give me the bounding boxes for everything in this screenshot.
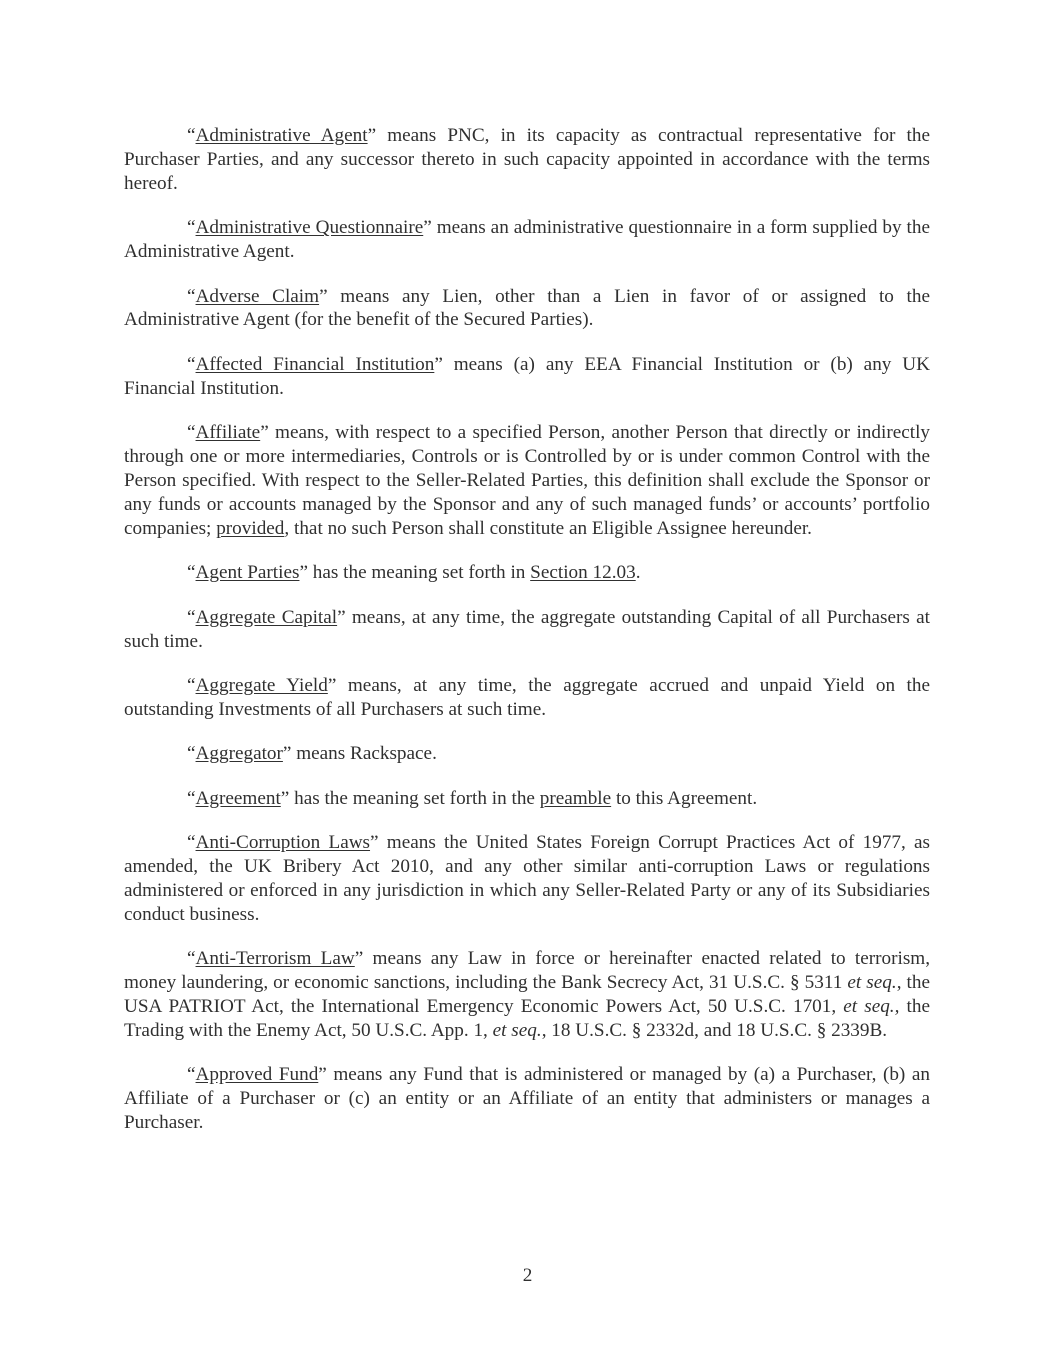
open-quote: “ (187, 743, 196, 765)
definition-administrative-agent (124, 124, 930, 196)
open-quote: “ (187, 787, 196, 809)
defined-term: Administrative Questionnaire (195, 217, 424, 239)
definition-aggregate-yield (124, 674, 930, 722)
page-number: 2 (522, 1265, 533, 1286)
definition-agreement (124, 787, 930, 811)
open-quote: “ (187, 606, 196, 628)
defined-term: Anti-Corruption Laws (195, 832, 371, 854)
definition-text-continued: . (635, 562, 641, 584)
definition-text: ” has the meaning set forth in (299, 562, 531, 584)
open-quote: “ (187, 125, 196, 146)
defined-term: Agent Parties (195, 562, 300, 584)
open-quote: “ (187, 353, 196, 375)
definition-text: ” means PNC, in its capacity as contractual representative for the Purchaser Parties, and any successor thereto in such capacity appointed in accordance with the terms hereof. (124, 125, 930, 194)
definition-text-continued: , that no such Person shall constitute an Eligible Assignee hereunder. (284, 517, 812, 539)
definition-aggregate-capital (124, 606, 930, 654)
definition-anti-terrorism-law (124, 947, 930, 1043)
open-quote: “ (187, 422, 196, 444)
open-quote: “ (187, 1064, 196, 1086)
definition-affected-financial-institution (124, 353, 930, 401)
preamble-reference: preamble (539, 787, 612, 809)
definition-text: ” means any Law in force or hereinafter enacted related to terrorism, money laundering, or economic sanctions, including the Bank Secrecy Act, 31 U.S.C. § 5311 (124, 948, 931, 994)
definition-text: ” means (a) any EEA Financial Institution or (b) any UK Financial Institution. (124, 353, 930, 399)
defined-term: Anti-Terrorism Law (195, 948, 355, 970)
defined-term: Affected Financial Institution (195, 353, 435, 375)
definition-text: ” has the meaning set forth in the (280, 787, 540, 809)
definition-text: ” means, at any time, the aggregate accrued and unpaid Yield on the outstanding Investments of all Purchasers at such time. (124, 674, 931, 720)
defined-term: Affiliate (195, 422, 261, 444)
definition-text: ” means, with respect to a specified Person, another Person that directly or indirectly through one or more intermediaries, Controls or is Controlled by or is under common Control with the Person specified. With respect to the Seller-Related Parties, this definition shall exclude the Sponsor or any funds or accounts managed by the Sponsor and any of such managed funds’ or accounts’ portfolio companies; (124, 422, 930, 539)
defined-term: Aggregate Yield (195, 674, 328, 696)
italic-et-seq: et seq. (847, 972, 897, 994)
definition-anti-corruption-laws (124, 831, 930, 927)
definition-adverse-claim (124, 285, 930, 333)
definition-affiliate (124, 421, 930, 541)
defined-term: Agreement (195, 787, 281, 809)
definition-text: ” means Rackspace. (282, 743, 437, 765)
italic-et-seq: et seq. (492, 1019, 542, 1041)
open-quote: “ (187, 217, 196, 239)
italic-et-seq: et seq., (843, 995, 900, 1017)
definition-text-continued: to this Agreement. (611, 787, 758, 809)
definition-text: ” means any Lien, other than a Lien in favor of or assigned to the Administrative Agent (for the benefit of the Secured Parties). (124, 285, 931, 331)
definition-aggregator (124, 742, 930, 766)
open-quote: “ (187, 562, 196, 584)
open-quote: “ (187, 285, 196, 307)
open-quote: “ (187, 948, 196, 970)
underlined-word: provided (216, 517, 285, 539)
defined-term: Aggregate Capital (195, 606, 338, 628)
document-page (124, 124, 930, 1156)
definition-text: ” means any Fund that is administered or managed by (a) a Purchaser, (b) an Affiliate of a Purchaser or (c) an entity or an Affiliate of an entity that administers or manages a Purchaser. (124, 1064, 930, 1134)
open-quote: “ (187, 674, 196, 696)
definition-text: , 18 U.S.C. § 2332d, and 18 U.S.C. § 2339B. (541, 1019, 888, 1041)
open-quote: “ (187, 832, 196, 854)
defined-term: Approved Fund (195, 1064, 319, 1086)
definition-administrative-questionnaire (124, 216, 930, 264)
defined-term: Administrative Agent (195, 125, 368, 146)
definition-text: the Trading with the Enemy Act, 50 U.S.C. App. 1, (124, 995, 930, 1041)
definition-text: , the USA PATRIOT Act, the International Emergency Economic Powers Act, 50 U.S.C. 1701, (124, 972, 930, 1017)
definition-text: ” means the United States Foreign Corrupt Practices Act of 1977, as amended, the UK Bribery Act 2010, and any other similar anti-corruption Laws or regulations administered or enforced in any jurisdiction in which any Seller-Related Party or any of its Subsidiaries conduct business. (124, 832, 930, 925)
section-reference: Section 12.03 (530, 562, 636, 584)
defined-term: Aggregator (195, 743, 283, 765)
definition-text: ” means, at any time, the aggregate outstanding Capital of all Purchasers at such time. (124, 606, 930, 652)
definition-approved-fund (124, 1063, 930, 1135)
definition-text: ” means an administrative questionnaire in a form supplied by the Administrative Agent. (124, 217, 930, 263)
defined-term: Adverse Claim (195, 285, 320, 307)
definition-agent-parties (124, 561, 930, 585)
